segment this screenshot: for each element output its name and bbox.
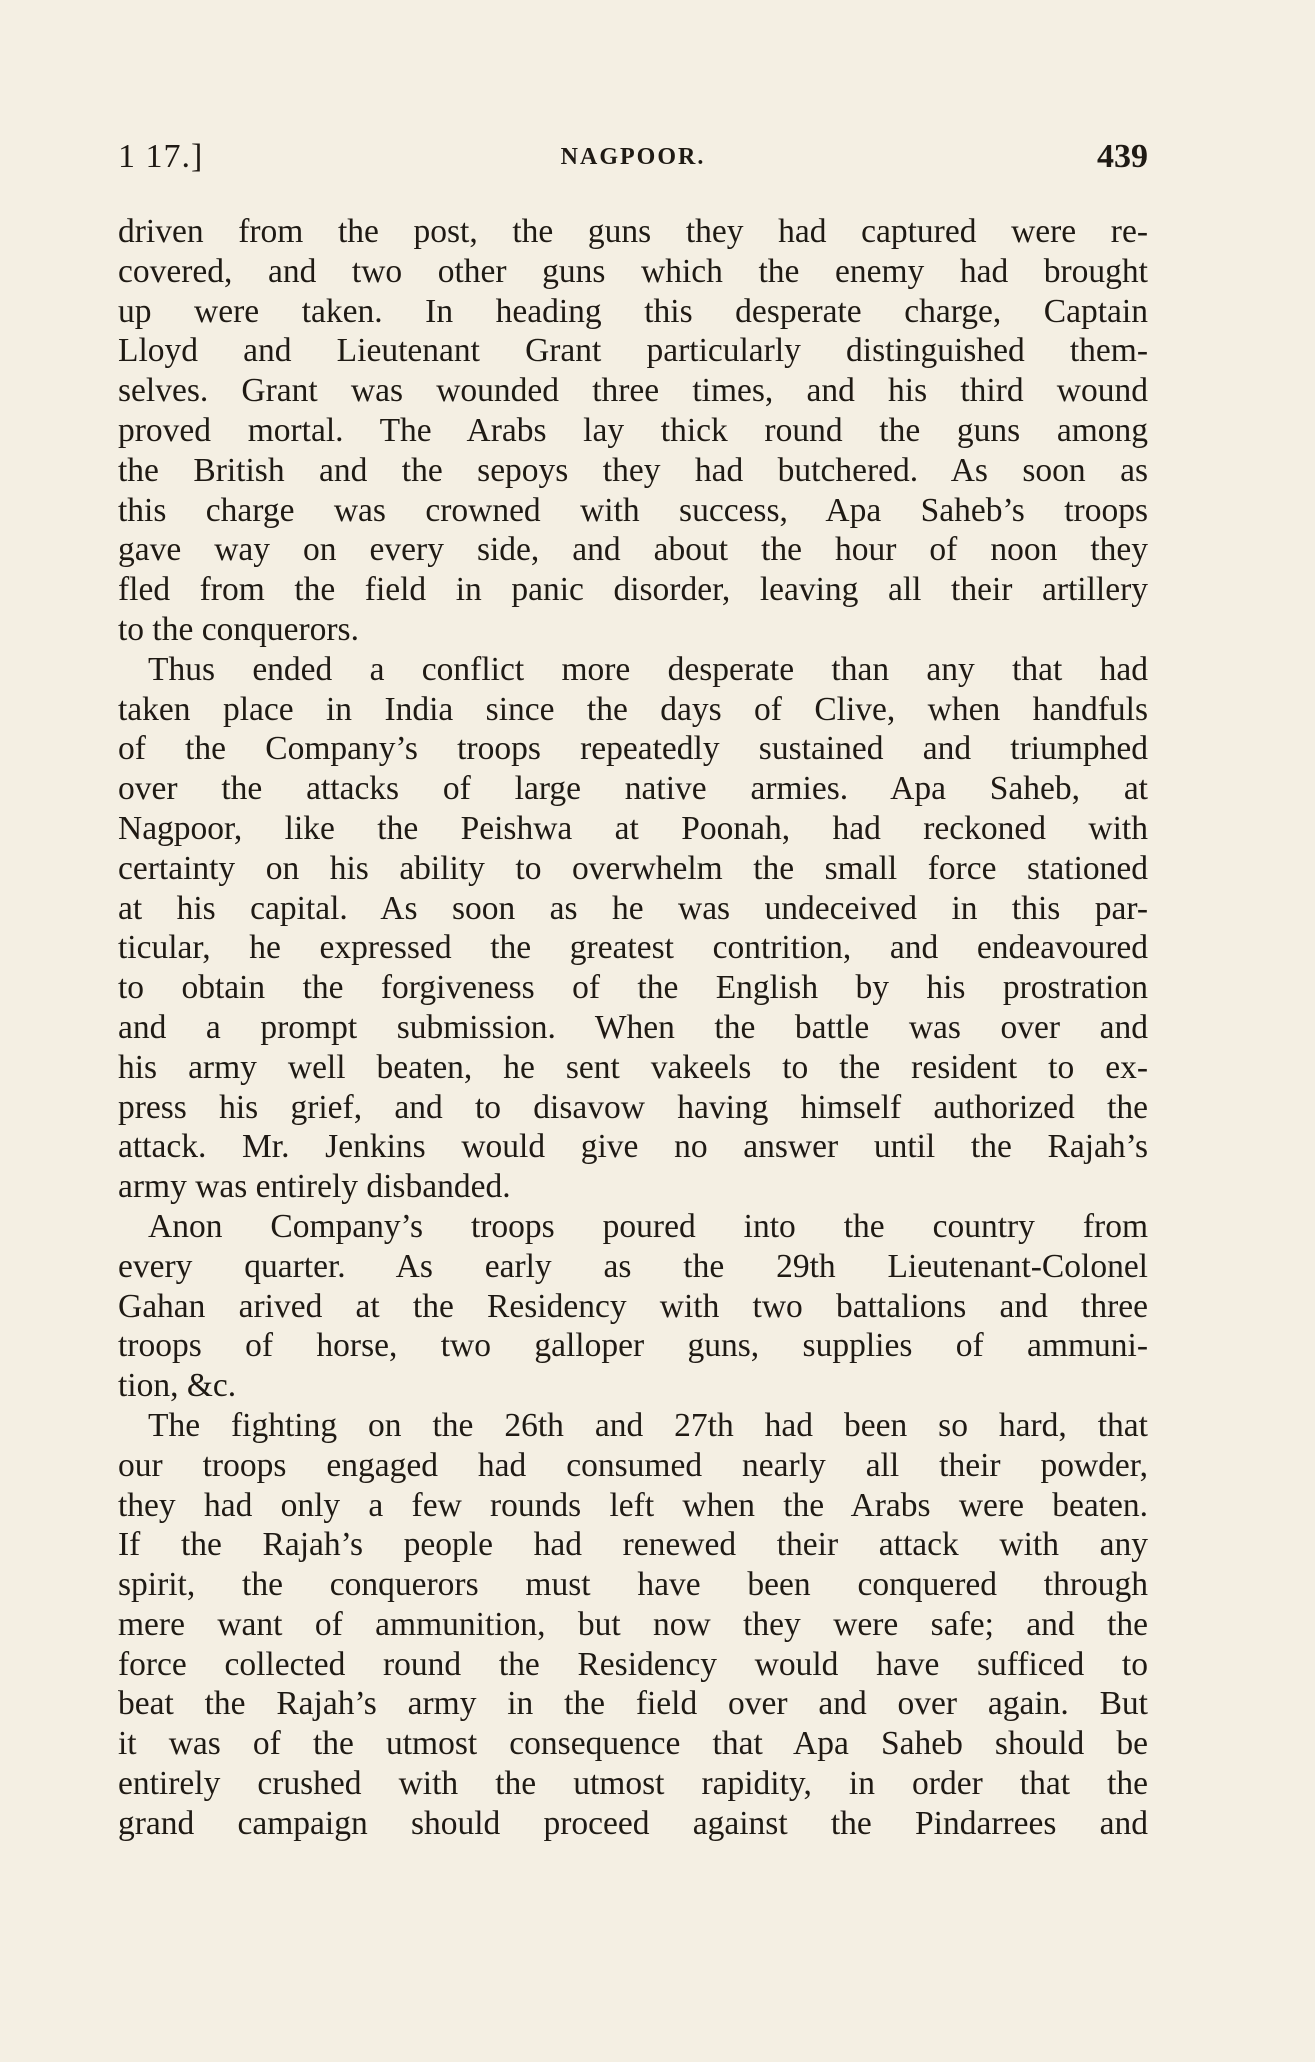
text-line: selves. Grant was wounded three times, and his third wound (118, 372, 1148, 410)
text-line: to obtain the forgiveness of the English by his prostration (118, 969, 1148, 1007)
text-line: force collected round the Residency would have sufficed to (118, 1645, 1148, 1683)
text-line: grand campaign should proceed against the Pindarrees and (118, 1804, 1148, 1842)
text-line: driven from the post, the guns they had captured were re- (118, 213, 1148, 250)
text-line: gave way on every side, and about the hour of noon they (118, 531, 1148, 569)
text-line: up were taken. In heading this desperate charge, Captain (118, 292, 1148, 330)
page-number: 439 (1097, 138, 1148, 175)
paragraph-start-line: Thus ended a conflict more desperate than any that had (148, 650, 1148, 688)
text-line: his army well beaten, he sent vakeels to the resident to ex- (118, 1048, 1148, 1086)
text-line: proved mortal. The Arabs lay thick round the guns among (118, 411, 1148, 449)
running-header (118, 138, 1148, 178)
text-line: of the Company’s troops repeatedly sustained and triumphed (118, 730, 1148, 768)
text-line: tion, &c. (118, 1367, 237, 1405)
section-reference: 1 17.] (118, 138, 204, 175)
text-line: covered, and two other guns which the enemy had brought (118, 252, 1148, 290)
text-line: press his grief, and to disavow having himself authorized the (118, 1088, 1148, 1126)
text-line: Lloyd and Lieutenant Grant particularly distinguished them- (118, 332, 1148, 370)
text-line: they had only a few rounds left when the Arabs were beaten. (118, 1486, 1148, 1524)
text-line: and a prompt submission. When the battle was over and (118, 1008, 1148, 1046)
text-line: Nagpoor, like the Peishwa at Poonah, had reckoned with (118, 809, 1148, 847)
text-line: over the attacks of large native armies. Apa Saheb, at (118, 770, 1148, 808)
text-line: army was entirely disbanded. (118, 1168, 511, 1206)
text-line: our troops engaged had consumed nearly all their powder, (118, 1446, 1148, 1484)
text-line: Gahan arived at the Residency with two battalions and three (118, 1287, 1148, 1325)
text-line: fled from the field in panic disorder, leaving all their artillery (118, 571, 1148, 609)
text-line: spirit, the conquerors must have been conquered through (118, 1566, 1148, 1604)
text-line: If the Rajah’s people had renewed their attack with any (118, 1526, 1148, 1564)
text-line: the British and the sepoys they had butchered. As soon as (118, 451, 1148, 489)
text-line: ticular, he expressed the greatest contrition, and endeavoured (118, 929, 1148, 967)
text-line: at his capital. As soon as he was undeceived in this par- (118, 889, 1148, 927)
text-line: to the conquerors. (118, 610, 359, 648)
text-line: every quarter. As early as the 29th Lieutenant-Colonel (118, 1247, 1148, 1285)
text-line: it was of the utmost consequence that Apa Saheb should be (118, 1725, 1148, 1763)
body-text (118, 212, 1148, 1844)
text-line: beat the Rajah’s army in the field over and over again. But (118, 1685, 1148, 1723)
text-line: troops of horse, two galloper guns, supplies of ammuni- (118, 1327, 1148, 1365)
text-line: entirely crushed with the utmost rapidity, in order that the (118, 1765, 1148, 1803)
text-line: this charge was crowned with success, Apa Saheb’s troops (118, 491, 1148, 529)
text-line: certainty on his ability to overwhelm the small force stationed (118, 849, 1148, 887)
text-line: attack. Mr. Jenkins would give no answer until the Rajah’s (118, 1128, 1148, 1166)
paragraph-start-line: Anon Company’s troops poured into the country from (148, 1207, 1148, 1245)
running-title: NAGPOOR. (560, 144, 706, 170)
text-line: mere want of ammunition, but now they were safe; and the (118, 1605, 1148, 1643)
paragraph-start-line: The fighting on the 26th and 27th had been so hard, that (148, 1406, 1148, 1444)
text-line: taken place in India since the days of Clive, when handfuls (118, 690, 1148, 728)
